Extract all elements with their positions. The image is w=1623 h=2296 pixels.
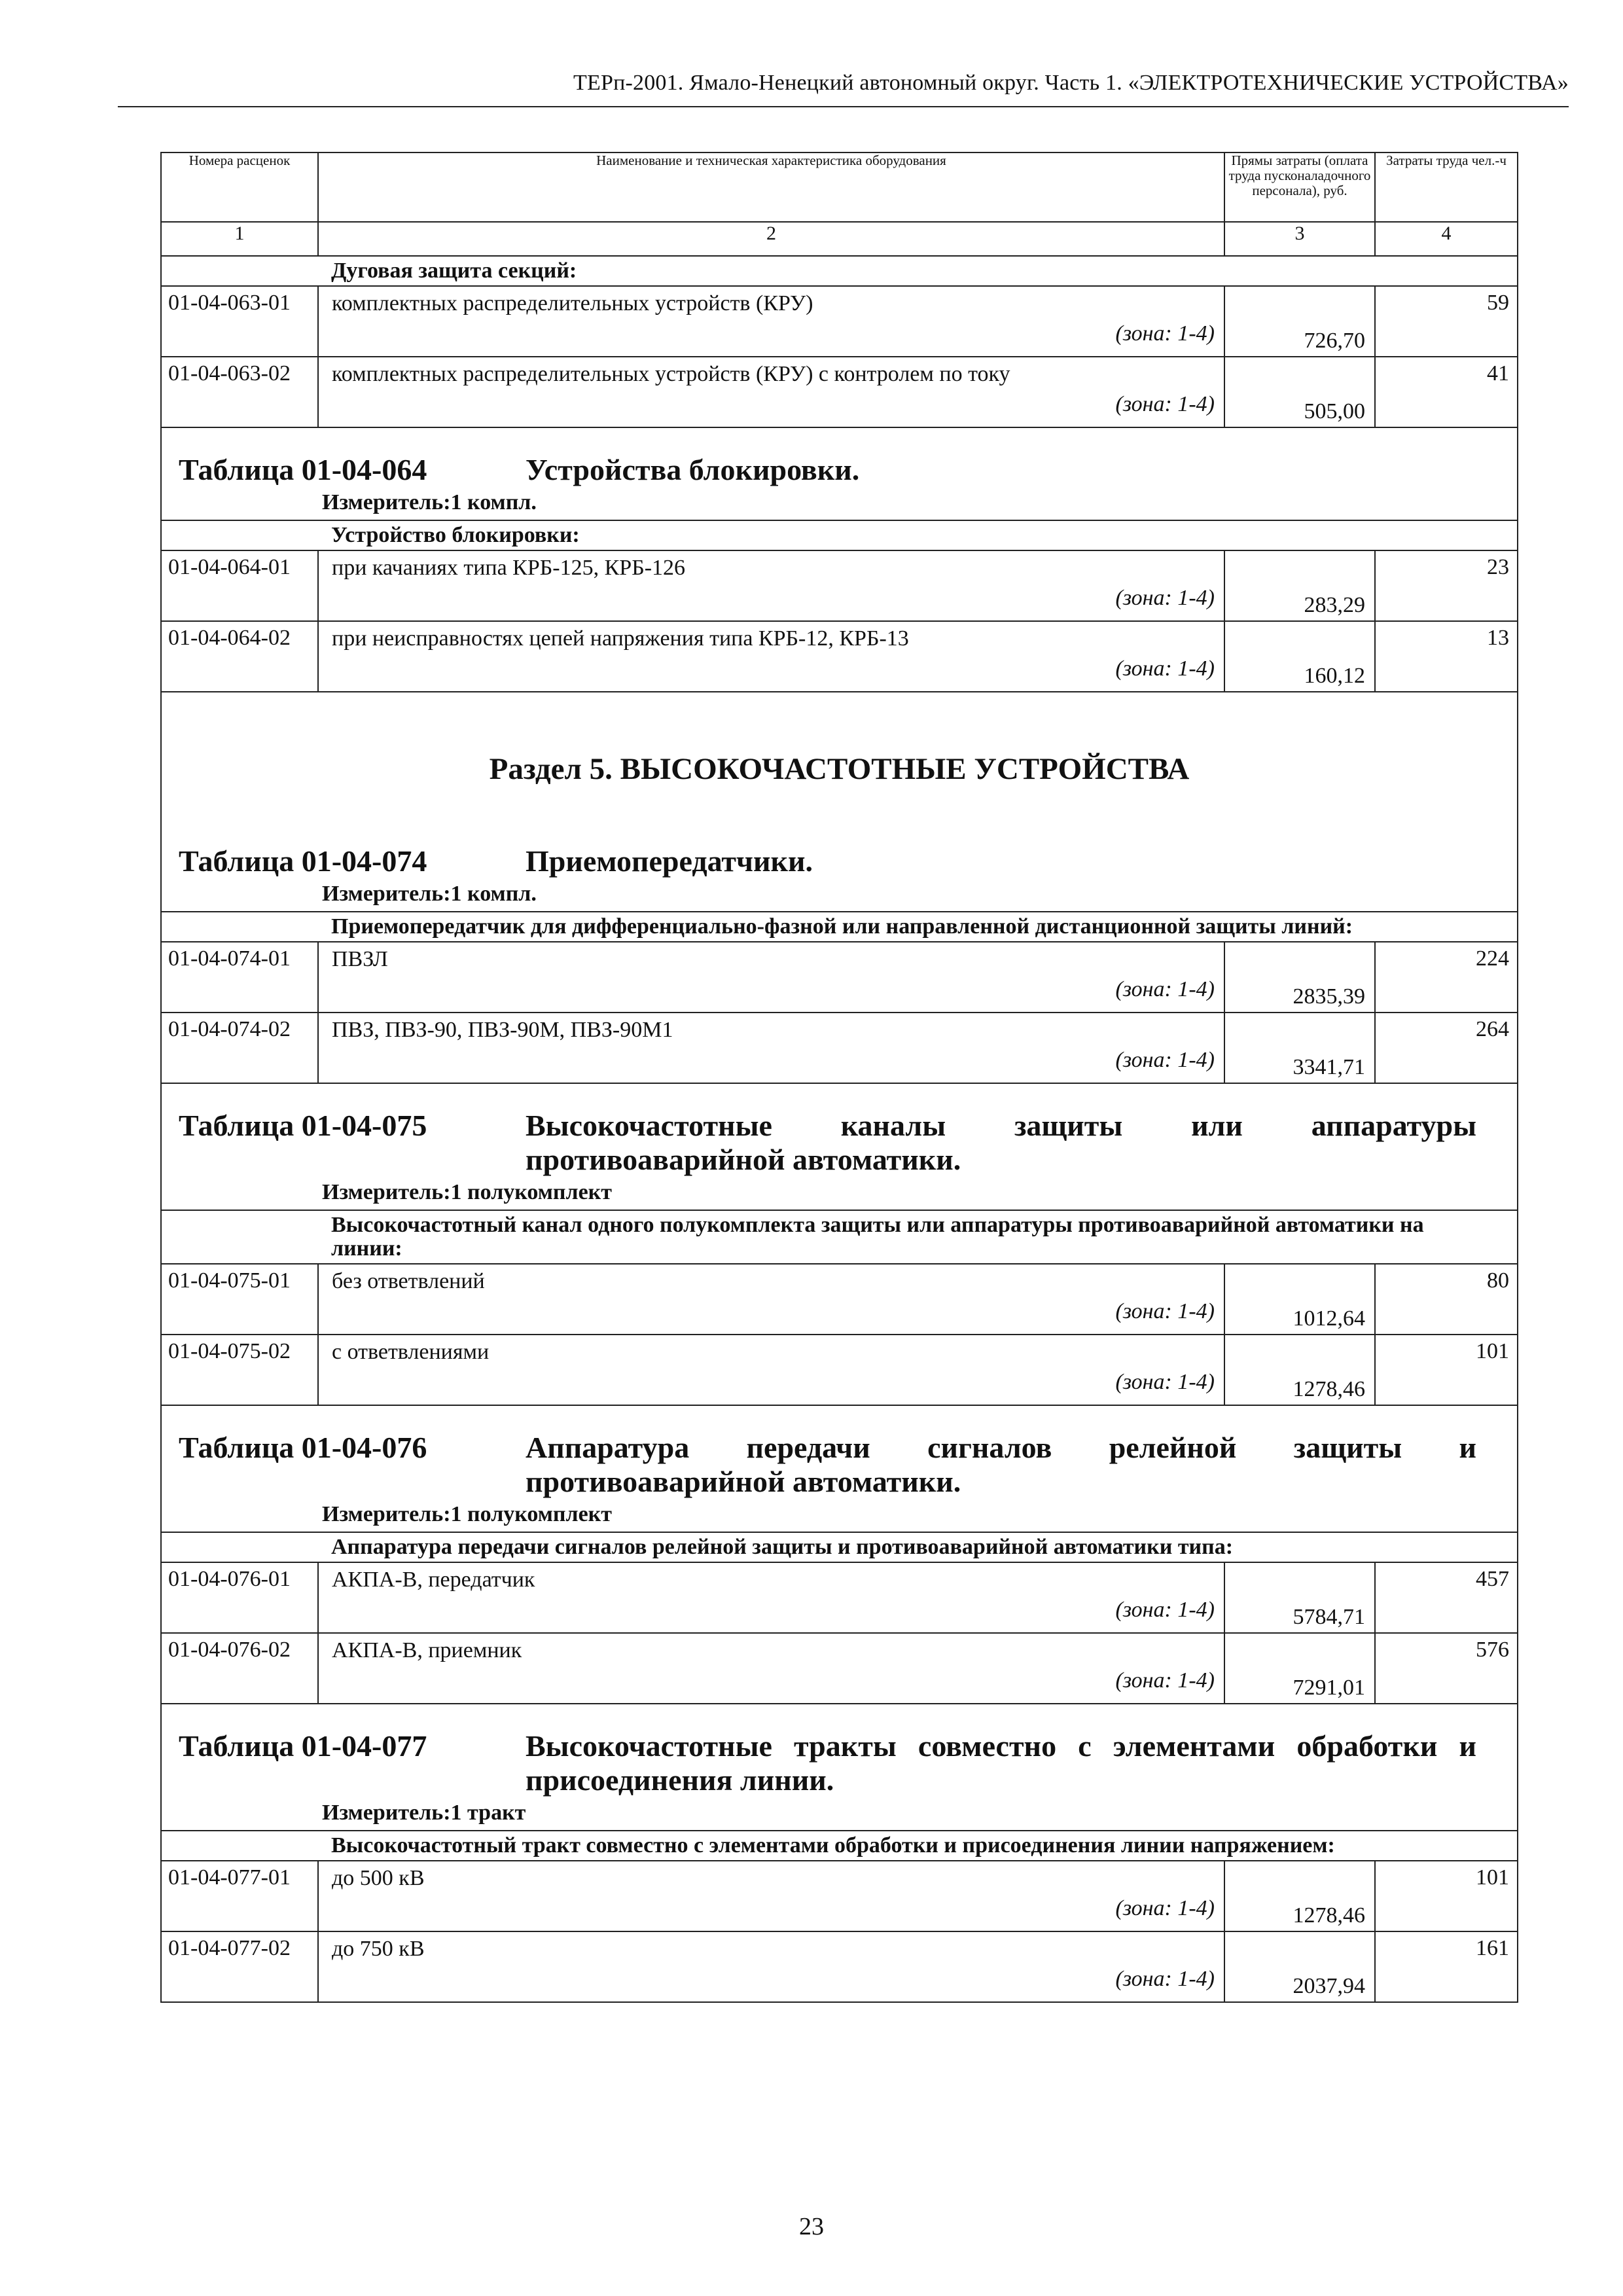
- table-row: [161, 357, 1518, 427]
- labor-cost: 457: [1375, 1562, 1518, 1633]
- column-header-row: [161, 152, 1518, 222]
- group-title: Приемопередатчик для дифференциально-фазной или направленной дистанционной защиты линий:: [318, 912, 1518, 942]
- table-number: Таблица 01-04-075: [179, 1109, 427, 1142]
- labor-cost: 13: [1375, 621, 1518, 692]
- table-row: [161, 1562, 1518, 1633]
- header-divider: [118, 106, 1569, 107]
- zone-label: (зона: 1-4): [1115, 1299, 1215, 1323]
- labor-cost: 80: [1375, 1264, 1518, 1335]
- labor-cost: 161: [1375, 1931, 1518, 2002]
- table-number: Таблица 01-04-074: [179, 844, 427, 878]
- rate-code: 01-04-075-02: [161, 1335, 318, 1405]
- group-title: Аппаратура передачи сигналов релейной защиты и противоаварийной автоматики типа:: [318, 1532, 1518, 1562]
- zone-label: (зона: 1-4): [1115, 1370, 1215, 1394]
- zone-label: (зона: 1-4): [1115, 1967, 1215, 1991]
- zone-label: (зона: 1-4): [1115, 586, 1215, 610]
- rate-code: 01-04-074-02: [161, 1013, 318, 1083]
- labor-cost: 264: [1375, 1013, 1518, 1083]
- group-row: [161, 912, 1518, 942]
- col-number: 1: [161, 222, 318, 256]
- table-row: [161, 550, 1518, 621]
- direct-cost: 505,00: [1224, 357, 1375, 427]
- direct-cost: 160,12: [1224, 621, 1375, 692]
- table-name: Высокочастотные тракты совместно с элементами обработки и присоединения линии.: [526, 1729, 1476, 1797]
- group-row: [161, 520, 1518, 550]
- group-title: Устройство блокировки:: [318, 520, 1518, 550]
- direct-cost: 726,70: [1224, 286, 1375, 357]
- table-name: Высокочастотные каналы защиты или аппаратуры противоаварийной автоматики.: [526, 1109, 1476, 1176]
- table-row: [161, 1861, 1518, 1931]
- col-number: 4: [1375, 222, 1518, 256]
- table-number: Таблица 01-04-077: [179, 1729, 427, 1763]
- column-number-row: [161, 222, 1518, 256]
- col-number: 3: [1224, 222, 1375, 256]
- rate-code: 01-04-076-02: [161, 1633, 318, 1704]
- labor-cost: 576: [1375, 1633, 1518, 1704]
- table-heading: [161, 692, 1518, 912]
- table-row: [161, 286, 1518, 357]
- direct-cost: 1012,64: [1224, 1264, 1375, 1335]
- table-heading: [161, 1405, 1518, 1532]
- rate-code: 01-04-077-01: [161, 1861, 318, 1931]
- item-name: АКПА-В, передатчик: [332, 1568, 535, 1592]
- item-name: до 500 кВ: [332, 1866, 425, 1890]
- table-meter: Измеритель:1 компл.: [322, 490, 537, 514]
- item-name: при качаниях типа КРБ-125, КРБ-126: [332, 556, 686, 580]
- table-heading: [161, 427, 1518, 520]
- col-header-cost: Прямы затраты (оплата труда пусконаладочного персонала), руб.: [1224, 152, 1375, 222]
- table-row: [161, 621, 1518, 692]
- zone-label: (зона: 1-4): [1115, 656, 1215, 681]
- direct-cost: 7291,01: [1224, 1633, 1375, 1704]
- item-name: ПВЗЛ: [332, 947, 388, 971]
- price-table: [160, 152, 1518, 2003]
- direct-cost: 2037,94: [1224, 1931, 1375, 2002]
- col-header-name: Наименование и техническая характеристика оборудования: [318, 152, 1224, 222]
- zone-label: (зона: 1-4): [1115, 392, 1215, 416]
- labor-cost: 59: [1375, 286, 1518, 357]
- rate-code: 01-04-064-01: [161, 550, 318, 621]
- zone-label: (зона: 1-4): [1115, 1668, 1215, 1693]
- zone-label: (зона: 1-4): [1115, 977, 1215, 1001]
- rate-code: 01-04-077-02: [161, 1931, 318, 2002]
- labor-cost: 101: [1375, 1861, 1518, 1931]
- rate-code: 01-04-074-01: [161, 942, 318, 1013]
- zone-label: (зона: 1-4): [1115, 1048, 1215, 1072]
- item-name: комплектных распределительных устройств (КРУ) с контролем по току: [332, 362, 1010, 386]
- item-name: комплектных распределительных устройств (КРУ): [332, 291, 813, 315]
- group-title: Высокочастотный канал одного полукомплекта защиты или аппаратуры противоаварийной автоматики на линии:: [318, 1210, 1518, 1264]
- table-number: Таблица 01-04-064: [179, 453, 427, 486]
- table-meter: Измеритель:1 тракт: [322, 1801, 526, 1825]
- col-number: 2: [318, 222, 1224, 256]
- running-header: ТЕРп-2001. Ямало-Ненецкий автономный округ. Часть 1. «ЭЛЕКТРОТЕХНИЧЕСКИЕ УСТРОЙСТВА»: [573, 71, 1569, 95]
- col-header-codes: Номера расценок: [161, 152, 318, 222]
- direct-cost: 283,29: [1224, 550, 1375, 621]
- table-meter: Измеритель:1 компл.: [322, 882, 537, 906]
- col-header-labor: Затраты труда чел.-ч: [1375, 152, 1518, 222]
- labor-cost: 41: [1375, 357, 1518, 427]
- table-row: [161, 942, 1518, 1013]
- rate-code: 01-04-063-01: [161, 286, 318, 357]
- direct-cost: 1278,46: [1224, 1335, 1375, 1405]
- table-row: [161, 1633, 1518, 1704]
- zone-label: (зона: 1-4): [1115, 1896, 1215, 1920]
- table-number: Таблица 01-04-076: [179, 1431, 427, 1464]
- labor-cost: 101: [1375, 1335, 1518, 1405]
- item-name: до 750 кВ: [332, 1937, 425, 1961]
- labor-cost: 224: [1375, 942, 1518, 1013]
- table-name: Устройства блокировки.: [526, 453, 860, 486]
- item-name: ПВЗ, ПВЗ-90, ПВЗ-90М, ПВЗ-90М1: [332, 1018, 673, 1042]
- table-row: [161, 1931, 1518, 2002]
- item-name: АКПА-В, приемник: [332, 1638, 522, 1662]
- page-number: 23: [799, 2213, 824, 2240]
- table-row: [161, 1335, 1518, 1405]
- section-title: Раздел 5. ВЫСОКОЧАСТОТНЫЕ УСТРОЙСТВА: [489, 752, 1190, 786]
- direct-cost: 1278,46: [1224, 1861, 1375, 1931]
- table-meter: Измеритель:1 полукомплект: [322, 1502, 612, 1526]
- zone-label: (зона: 1-4): [1115, 321, 1215, 346]
- rate-code: 01-04-075-01: [161, 1264, 318, 1335]
- direct-cost: 3341,71: [1224, 1013, 1375, 1083]
- group-row: [161, 256, 1518, 286]
- table-row: [161, 1264, 1518, 1335]
- table-row: [161, 1013, 1518, 1083]
- group-row: [161, 1532, 1518, 1562]
- labor-cost: 23: [1375, 550, 1518, 621]
- rate-code: 01-04-064-02: [161, 621, 318, 692]
- item-name: при неисправностях цепей напряжения типа КРБ-12, КРБ-13: [332, 626, 909, 651]
- table-meter: Измеритель:1 полукомплект: [322, 1180, 612, 1204]
- table-heading: [161, 1083, 1518, 1210]
- rate-code: 01-04-076-01: [161, 1562, 318, 1633]
- table-name: Приемопередатчики.: [526, 844, 813, 878]
- group-row: [161, 1831, 1518, 1861]
- table-name: Аппаратура передачи сигналов релейной защиты и противоаварийной автоматики.: [526, 1431, 1476, 1498]
- direct-cost: 2835,39: [1224, 942, 1375, 1013]
- group-row: [161, 1210, 1518, 1264]
- rate-code: 01-04-063-02: [161, 357, 318, 427]
- zone-label: (зона: 1-4): [1115, 1598, 1215, 1622]
- table-heading: [161, 1704, 1518, 1831]
- item-name: с ответвлениями: [332, 1340, 490, 1364]
- direct-cost: 5784,71: [1224, 1562, 1375, 1633]
- group-title: Дуговая защита секций:: [318, 256, 1518, 286]
- item-name: без ответвлений: [332, 1269, 485, 1293]
- group-title: Высокочастотный тракт совместно с элементами обработки и присоединения линии напряжением:: [318, 1831, 1518, 1861]
